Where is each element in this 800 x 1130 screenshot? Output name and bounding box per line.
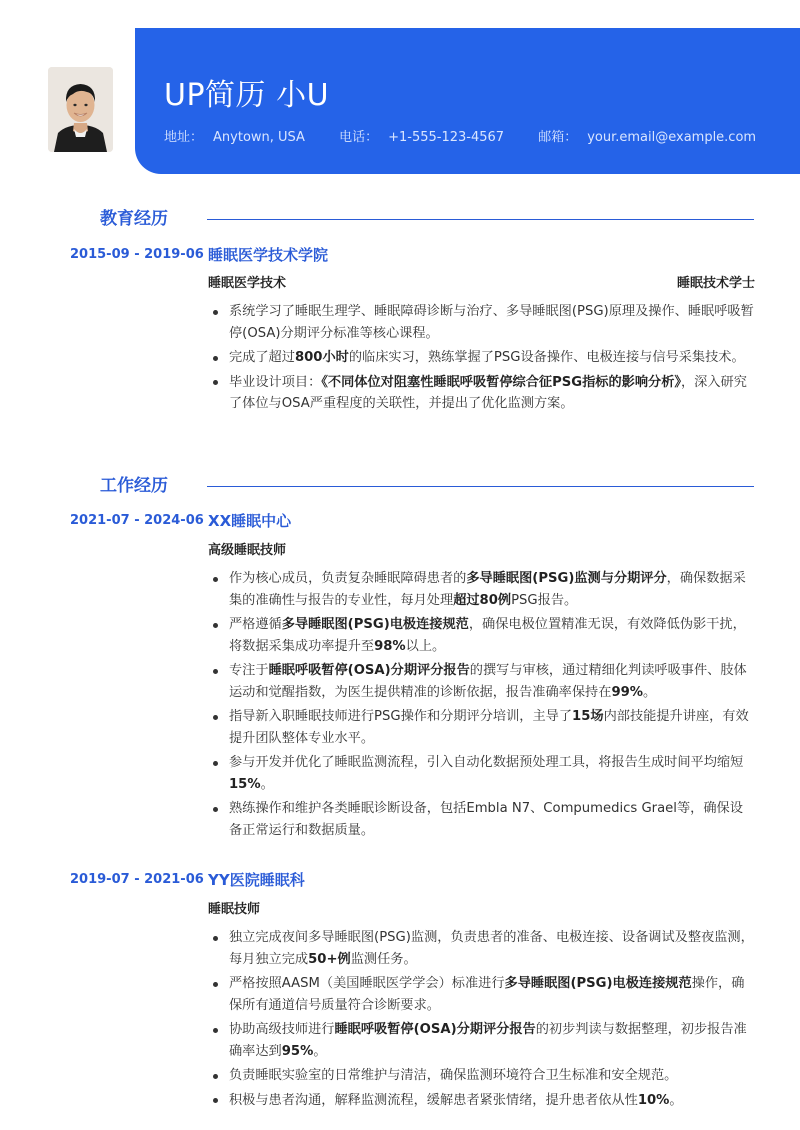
bullet-highlight: 15场	[572, 709, 604, 724]
entry-major: 睡眠医学技术	[208, 276, 287, 291]
bullet-text: 专注于	[229, 663, 269, 678]
bullet-item	[208, 798, 756, 841]
contact-phone: 电话： +1-555-123-4567	[339, 130, 505, 145]
bullet-highlight: 10%	[637, 1092, 670, 1108]
section-title-education: 教育经历	[100, 209, 168, 229]
candidate-name: UP简历 小U	[164, 78, 330, 113]
bullet-text: 作为核心成员，负责复杂睡眠障碍患者的	[229, 571, 467, 586]
bullet-highlight: 超过80例	[453, 592, 512, 608]
bullet-text: 完成了超过	[229, 350, 295, 365]
bullet-item	[208, 706, 756, 749]
bullet-item	[208, 973, 756, 1016]
bullet-text: 的撰写与审核，通过精细化判读呼吸事件、肢体运动和觉醒指数，为医生提供精准的诊断依据，报告准确率保持在	[229, 663, 747, 700]
bullet-text: 毕业设计项目：	[229, 374, 322, 390]
bullet-highlight: 99%	[611, 684, 644, 700]
bullet-text: 的初步判读与数据整理，初步报告准确率达到	[229, 1022, 747, 1059]
entry-organization: 睡眠医学技术学院	[208, 246, 329, 264]
bullet-list	[208, 568, 756, 844]
bullet-highlight: 睡眠呼吸暂停(OSA)分期评分报告	[334, 1022, 536, 1037]
bullet-highlight: 多导睡眠图(PSG)电极连接规范	[504, 976, 692, 991]
avatar-portrait-icon	[48, 67, 113, 152]
bullet-text: 积极与患者沟通，解释监测流程，缓解患者紧张情绪，提升患者依从性	[229, 1092, 638, 1108]
entry-organization: YY医院睡眠科	[208, 871, 305, 889]
bullet-text: 内部技能提升讲座，有效提升团队整体专业水平。	[229, 709, 749, 746]
bullet-text: 。	[313, 1043, 327, 1059]
bullet-item	[208, 1090, 756, 1112]
bullet-text: 严格遵循	[229, 617, 282, 632]
entry-degree: 睡眠技术学士	[676, 276, 755, 291]
bullet-item	[208, 660, 756, 703]
bullet-highlight: 98%	[374, 638, 406, 654]
bullet-highlight: 睡眠呼吸暂停(OSA)分期评分报告	[268, 663, 470, 678]
bullet-item	[208, 347, 756, 369]
bullet-text: 独立完成夜间多导睡眠图(PSG)监测，负责患者的准备、电极连接、设备调试及整夜监测，每月独立完成	[229, 930, 754, 967]
bullet-item	[208, 301, 756, 344]
bullet-text: 。	[669, 1092, 683, 1108]
bullet-highlight: 多导睡眠图(PSG)监测与分期评分	[466, 571, 667, 586]
entry-role: 高级睡眠技师	[208, 543, 287, 558]
bullet-highlight: 《不同体位对阻塞性睡眠呼吸暂停综合征PSG指标的影响分析》	[321, 374, 681, 390]
bullet-item	[208, 568, 756, 611]
bullet-item	[208, 372, 756, 415]
entry-organization: XX睡眠中心	[208, 512, 292, 530]
bullet-text: 以上。	[405, 638, 446, 654]
contact-address: 地址： Anytown, USA	[164, 130, 305, 145]
contact-email: 邮箱： your.email@example.com	[538, 130, 757, 145]
bullet-text: 的临床实习，熟练掌握了PSG设备操作、电极连接与信号采集技术。	[348, 350, 745, 365]
bullet-text: 协助高级技师进行	[229, 1022, 335, 1037]
entry-date: 2019-07 - 2021-06	[70, 872, 204, 887]
entry-date: 2015-09 - 2019-06	[70, 247, 204, 262]
bullet-text: 严格按照AASM（美国睡眠医学学会）标准进行	[229, 976, 505, 991]
bullet-text: 监测任务。	[350, 951, 417, 967]
bullet-text: ，深入研究了体位与OSA严重程度的关联性，并提出了优化监测方案。	[229, 374, 747, 411]
bullet-text: 熟练操作和维护各类睡眠诊断设备，包括Embla N7、Compumedics Grael等，确保设备正常运行和数据质量。	[229, 801, 743, 838]
bullet-text: 。	[643, 684, 657, 700]
bullet-item	[208, 927, 756, 970]
bullet-highlight: 95%	[281, 1043, 314, 1059]
entry-date: 2021-07 - 2024-06	[70, 513, 204, 528]
bullet-highlight: 15%	[229, 776, 261, 792]
bullet-highlight: 多导睡眠图(PSG)电极连接规范	[281, 617, 469, 632]
bullet-text: 。	[260, 776, 274, 792]
bullet-item	[208, 752, 756, 795]
bullet-text: 参与开发并优化了睡眠监测流程，引入自动化数据预处理工具，将报告生成时间平均缩短	[229, 755, 744, 770]
section-divider	[207, 486, 754, 487]
bullet-item	[208, 1065, 756, 1087]
bullet-text: ，确保数据采集的准确性与报告的专业性，每月处理	[229, 571, 746, 608]
contact-info	[164, 129, 786, 147]
entry-role: 睡眠技师	[208, 902, 261, 917]
bullet-list	[208, 301, 756, 418]
bullet-text: 系统学习了睡眠生理学、睡眠障碍诊断与治疗、多导睡眠图(PSG)原理及操作、睡眠呼吸暂停(OSA)分期评分标准等核心课程。	[229, 304, 754, 341]
section-title-work: 工作经历	[100, 476, 168, 496]
profile-photo	[48, 67, 113, 152]
bullet-text: PSG报告。	[511, 592, 578, 608]
bullet-highlight: 800小时	[294, 350, 349, 365]
bullet-text: 负责睡眠实验室的日常维护与清洁，确保监测环境符合卫生标准和安全规范。	[229, 1068, 678, 1083]
bullet-item	[208, 614, 756, 657]
bullet-text: 操作，确保所有通道信号质量符合诊断要求。	[229, 976, 745, 1013]
section-divider	[207, 219, 754, 220]
bullet-text: 指导新入职睡眠技师进行PSG操作和分期评分培训，主导了	[229, 709, 573, 724]
bullet-text: ，确保电极位置精准无误，有效降低伪影干扰，将数据采集成功率提升至	[229, 617, 746, 654]
bullet-list	[208, 927, 756, 1114]
bullet-highlight: 50+例	[308, 951, 351, 967]
bullet-item	[208, 1019, 756, 1062]
